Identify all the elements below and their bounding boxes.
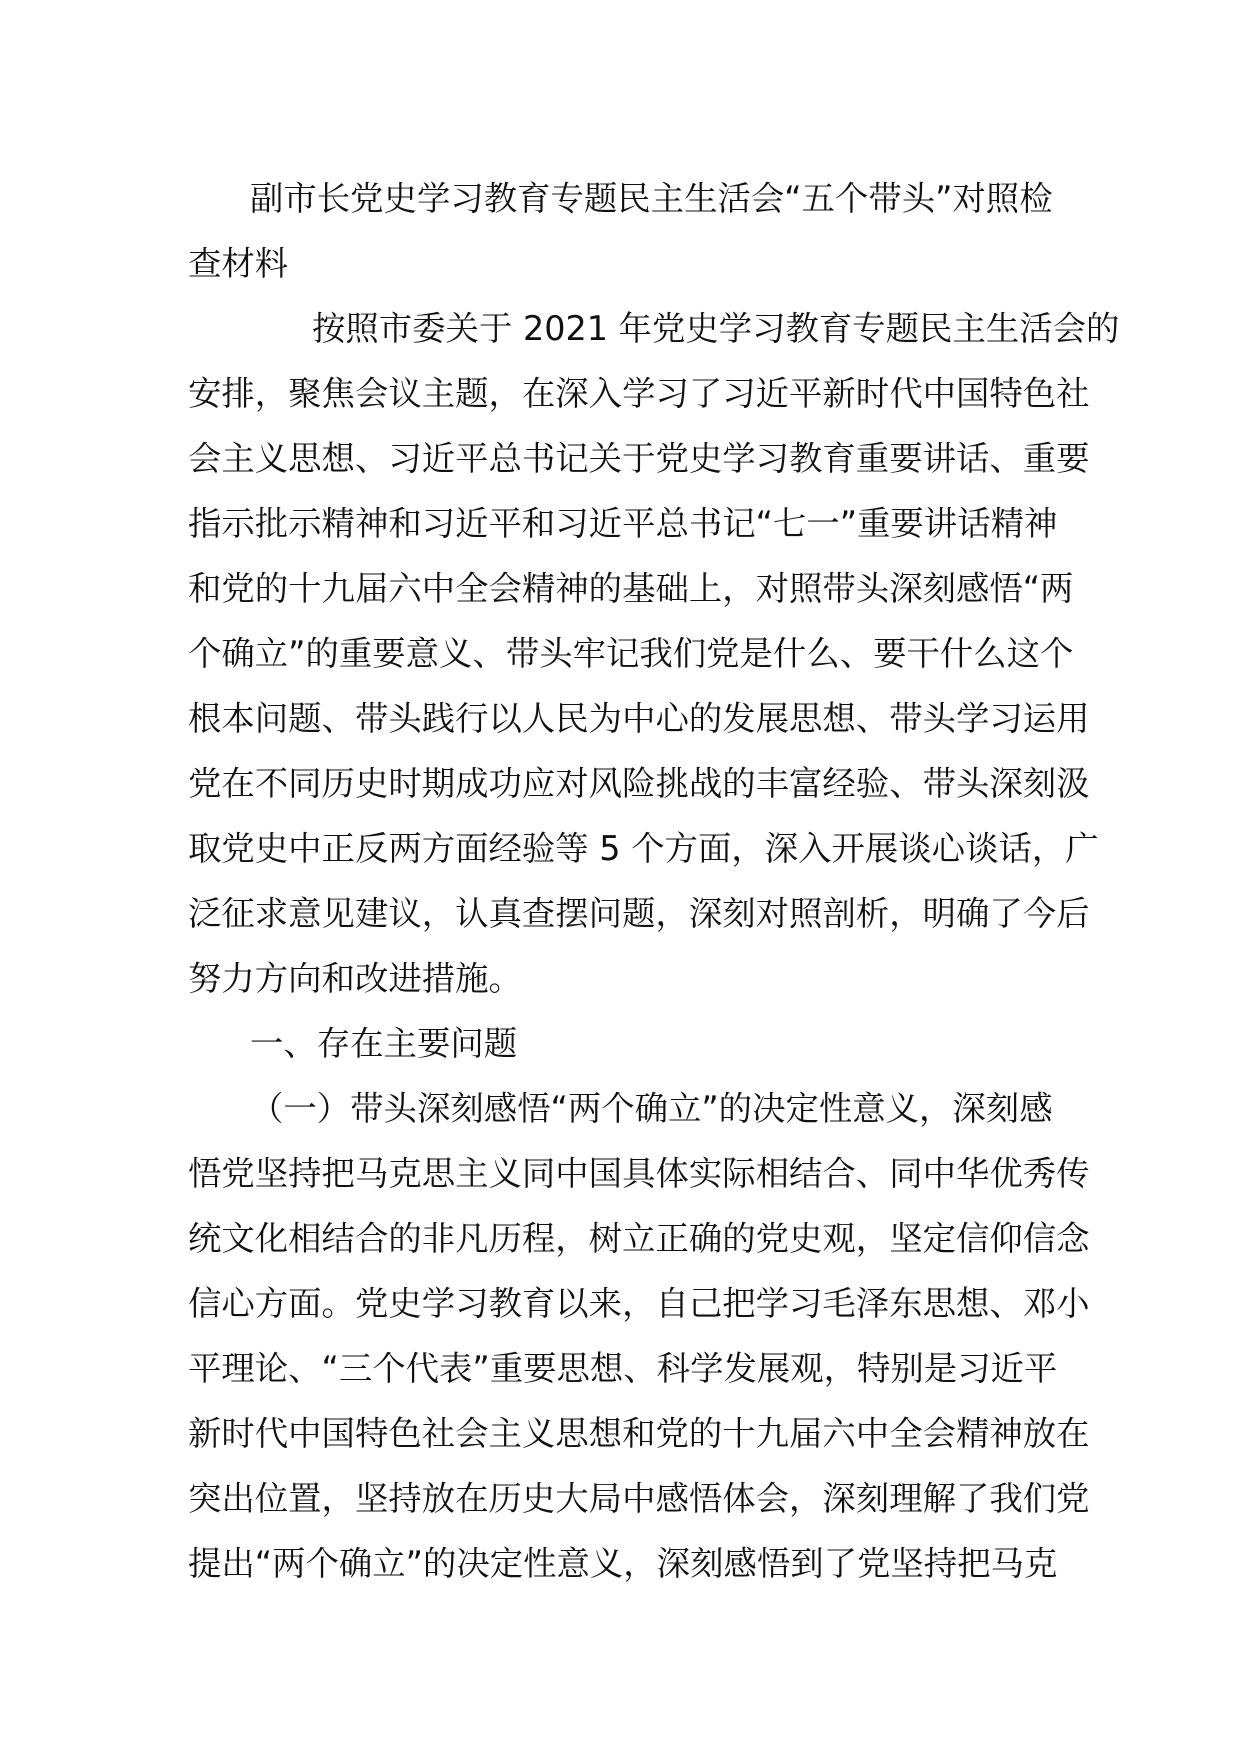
paragraph-line: 会主义思想、习近平总书记关于党史学习教育重要讲话、重要 <box>188 439 1090 478</box>
paragraph-line: 努力方向和改进措施。 <box>188 959 522 998</box>
paragraph-line: 平理论、“三个代表”重要思想、科学发展观，特别是习近平 <box>188 1349 1058 1388</box>
paragraph-line: 新时代中国特色社会主义思想和党的十九届六中全会精神放在 <box>188 1414 1090 1453</box>
paragraph-line: 取党史中正反两方面经验等 5 个方面，深入开展谈心谈话，广 <box>188 829 1099 868</box>
paragraph-line: 突出位置，坚持放在历史大局中感悟体会，深刻理解了我们党 <box>188 1479 1090 1518</box>
paragraph-line: 党在不同历史时期成功应对风险挑战的丰富经验、带头深刻汲 <box>188 764 1090 803</box>
document-title <box>188 166 1058 296</box>
document-body <box>188 296 1120 1596</box>
paragraph-line: 信心方面。党史学习教育以来，自己把学习毛泽东思想、邓小 <box>188 1284 1090 1323</box>
title-line: 副市长党史学习教育专题民主生活会“五个带头”对照检 <box>250 179 1053 218</box>
section-heading: 一、存在主要问题 <box>250 1024 518 1063</box>
paragraph-line: 安排，聚焦会议主题，在深入学习了习近平新时代中国特色社 <box>188 374 1090 413</box>
paragraph-line: 悟党坚持把马克思主义同中国具体实际相结合、同中华优秀传 <box>188 1154 1090 1193</box>
paragraph-line: 指示批示精神和习近平和习近平总书记“七一”重要讲话精神 <box>188 504 1058 543</box>
paragraph-line: 泛征求意见建议，认真查摆问题，深刻对照剖析，明确了今后 <box>188 894 1090 933</box>
paragraph-line: 个确立”的重要意义、带头牢记我们党是什么、要干什么这个 <box>188 634 1074 673</box>
title-line: 查材料 <box>188 244 289 283</box>
paragraph-line: 和党的十九届六中全会精神的基础上，对照带头深刻感悟“两 <box>188 569 1074 608</box>
paragraph-line: 提出“两个确立”的决定性意义，深刻感悟到了党坚持把马克 <box>188 1544 1058 1583</box>
paragraph-line: 按照市委关于 2021 年党史学习教育专题民主生活会的 <box>312 309 1120 348</box>
paragraph-line: 根本问题、带头践行以人民为中心的发展思想、带头学习运用 <box>188 699 1090 738</box>
paragraph-line: 统文化相结合的非凡历程，树立正确的党史观，坚定信仰信念 <box>188 1219 1090 1258</box>
paragraph-line: （一）带头深刻感悟“两个确立”的决定性意义，深刻感 <box>250 1089 1053 1128</box>
